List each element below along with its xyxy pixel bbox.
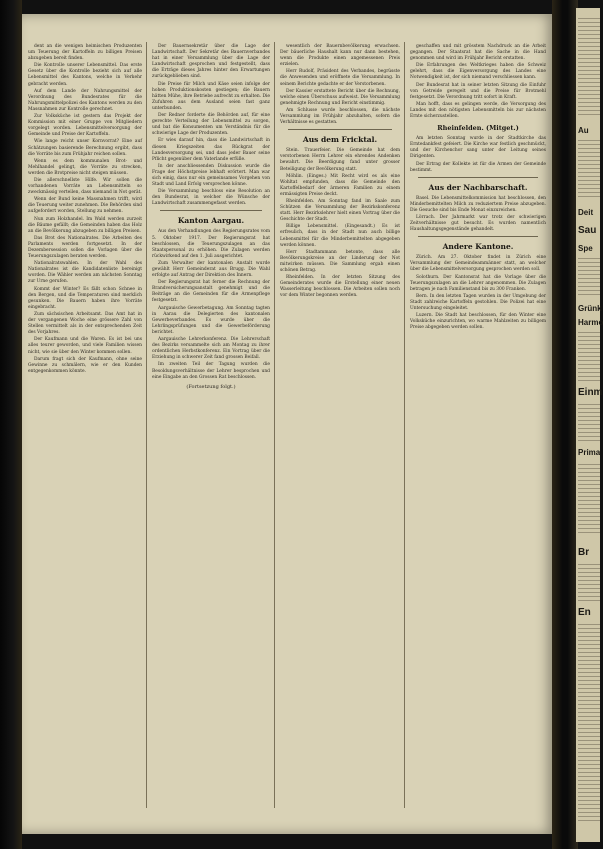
paragraph: Der Kaufmann und die Waren. Es ist bei uns alles teurer geworden, und viele Familien wissen nicht, wie sie über den Winter kommen sollen. [28, 337, 142, 355]
newspaper-page [22, 14, 554, 834]
ad-fragment: Sau [578, 225, 597, 236]
paragraph: Er wies darauf hin, dass die Landwirtschaft in diesen Kriegszeiten das Rückgrat der Landesversorgung sei, und dass jeder Bauer seine Pflicht gegenüber dem Vaterlande erfülle. [152, 138, 270, 162]
section-divider [160, 210, 262, 211]
paragraph: Im zweiten Teil der Tagung wurden die Besoldungsverhältnisse der Lehrer besprochen und eine Eingabe an den Grossen Rat beschlossen. [152, 362, 270, 380]
ad-fragment: Spe [578, 244, 593, 253]
paragraph: Am letzten Sonntag wurde in der Stadtkirche das Erntedankfest gefeiert. Die Kirche war festlich geschmückt, und der Kirchenchor sang unter der Leitung seines Dirigenten. [410, 136, 546, 160]
subheading: Rheinfelden. (Mitget.) [437, 124, 519, 133]
book-spine [552, 0, 578, 849]
paragraph: Solothurn. Der Kantonsrat hat die Vorlage über die Teuerungszulagen an die Lehrer angenommen. Die Zulagen betragen je nach Familienstand bis zu 300 Franken. [410, 274, 546, 292]
paragraph: geschaffen und mit grösstem Nachdruck an die Arbeit gegangen. Der Staatsrat hat die Sache in die Hand genommen und wird im Frühjahr Bericht erstatten. [410, 44, 546, 62]
paragraph: Möhlin. (Einges.) Mit Recht wird es als eine Wohltat empfunden, dass die Gemeinde den Kartoffelbedarf der ärmeren Familien zu einem ermässigten Preise deckt. [280, 173, 400, 197]
paragraph: Zur Volksküche ist gestern das Projekt der Kommission mit einer Gruppe von Mitgliedern vorgelegt worden. Lebensmittelversorgung der Gemeinde und Preise der Kartoffeln. [28, 114, 142, 138]
paragraph: Die Erfahrungen des Weltkrieges haben die Schweiz gelehrt, dass die Eigenversorgung des Landes eine Notwendigkeit ist, der sich niemand verschliessen kann. [410, 63, 546, 81]
section-divider [288, 129, 392, 130]
paragraph: Der Ertrag der Kollekte ist für die Armen der Gemeinde bestimmt. [410, 161, 546, 173]
paragraph: Darum fragt sich der Kaufmann, ohne seine Gewinne zu schmälern, wie er den Kunden entgegenkommen könnte. [28, 356, 142, 374]
text-lines [578, 564, 600, 604]
paragraph: Der Redner forderte die Behörden auf, für eine gerechte Verteilung der Lebensmittel zu sorgen, und bat die Konsumenten um Verständnis für die schwierige Lage der Produzenten. [152, 113, 270, 137]
paragraph: Das Brot des Nationalrates. Die Arbeiten des Parlaments werden fortgesetzt. In der Dezembersession sollen die Vorlagen über die Teuerungszulagen beraten werden. [28, 235, 142, 260]
text-lines [578, 18, 600, 118]
paragraph: Die Kontrolle unserer Lebensmittel. Das erste Gesetz über die Kontrolle bezieht sich auf alle Lebensmittel des Kantons, welche in Verkehr gebracht werden. [28, 63, 142, 87]
text-lines [578, 140, 600, 200]
ad-fragment: Einm [578, 387, 603, 398]
paragraph: Herr Rudolf, Präsident des Verbandes, begrüsste die Anwesenden und eröffnete die Versammlung. In seinem Berichte gedachte er der Verstorbenen. [280, 69, 400, 87]
ad-fragment: Prima [578, 448, 601, 457]
paragraph: Rheinfelden. Am Sonntag fand im Saale zum Schützen die Versammlung der Bezirkskonferenz statt. Herr Bezirkslehrer hielt einen Vortrag über die Geschichte der Stadt. [280, 198, 400, 223]
section-divider [418, 177, 538, 178]
paragraph: wesentlich der Bauernbevölkerung erwachsen. Der bäuerliche Haushalt kann nur dann bestehen, wenn die Produkte einen angemessenen Preis erzielen. [280, 44, 400, 68]
text-lines [578, 464, 600, 534]
paragraph: Bern. In den letzten Tagen wurden in der Umgebung der Stadt zahlreiche Kartoffeln gestohlen. Die Polizei hat eine Untersuchung eingeleitet. [410, 293, 546, 311]
paragraph: Zürich. Am 27. Oktober findet in Zürich eine Versammlung der Gemeindeammänner statt, an welcher über die Lebensmittelversorgung gesprochen werden soll. [410, 255, 546, 273]
column-1 [28, 44, 142, 804]
paragraph: Man hofft, dass es gelingen werde, die Versorgung des Landes mit den nötigsten Lebensmitteln bis zur nächsten Ernte sicherzustellen. [410, 101, 546, 120]
paragraph: Die Preise für Milch und Käse seien infolge der hohen Produktionskosten gestiegen; die Bauern hätten Mühe, ihre Betriebe aufrecht zu erhalten. Die Zufuhren aus dem Ausland seien fast ganz unterbunden. [152, 81, 270, 111]
ad-fragment: En [578, 607, 591, 618]
paragraph: Kommt der Winter? Es fällt schon Schnee in den Bergen, und die Temperaturen sind merklich gesunken. Die Bauern haben ihre Vorräte eingebracht. [28, 286, 142, 310]
paragraph: Wenn es dem kommunalen Brot- und Mehlhandel gelingt, die Vorräte zu strecken, werden die Brotpreise nicht steigen müssen. [28, 158, 142, 176]
ad-fragment: Grünk [578, 304, 602, 313]
text-lines [578, 404, 600, 444]
paragraph: Der Kassier erstattete Bericht über die Rechnung, welche einen Überschuss aufweist. Die Versammlung genehmigte Rechnung und Bericht einstimmig. [280, 88, 400, 106]
paragraph: Die Versammlung beschloss eine Resolution an den Bundesrat, in welcher die Wünsche der Landwirtschaft zusammengefasst werden. [152, 189, 270, 207]
paragraph: Wenn der Bund keine Massnahmen trifft, wird die Teuerung weiter zunehmen. Die Behörden sind aufgefordert worden, Stellung zu nehmen. [28, 197, 142, 215]
paragraph: Auf dem Lande der Nahrungsmittel der Verordnung des Bundesrates für die Nahrungsmittelpolizei des Kantons werden zu den Massnahmen zur Kontrolle gerechnet. [28, 88, 142, 112]
paragraph: Wie lange reicht unser Kornvorrat? Eine auf Schätzungen basierende Berechnung ergibt, dass die Vorräte bis zum Frühjahr reichen sollen. [28, 139, 142, 157]
text-lines [578, 258, 600, 298]
paragraph: Nun zum Holzhandel. Im Wald werden zurzeit die Bäume gefällt; die Gemeinden haben das Holz an die Bevölkerung abzugeben zu billigen Preisen. [28, 216, 142, 234]
paragraph: In der anschliessenden Diskussion wurde die Frage der Höchstpreise lebhaft erörtert. Man war sich einig, dass nur ein gemeinsames Vorgehen von Stadt und Land Erfolg versprechen könne. [152, 163, 270, 188]
paragraph: Aargauische Lehrerkonferenz. Die Lehrerschaft des Bezirks versammelte sich am Montag zu ihrer ordentlichen Herbstkonferenz. Ein Vortrag über die Erziehung in schwerer Zeit fand grossen Beifall. [152, 337, 270, 361]
paragraph: Zum sächsischen Arbeitsamt. Das Amt hat in der vergangenen Woche eine grössere Zahl von Stellen vermittelt als in der entsprechenden Zeit des Vorjahres. [28, 311, 142, 336]
paragraph: Zum Verwalter der kantonalen Anstalt wurde gewählt Herr Gemeinderat aus Brugg. Die Wahl erfolgte auf Antrag der Direktion des Innern. [152, 260, 270, 279]
column-rule [274, 42, 275, 808]
ad-fragment: Au [578, 126, 589, 135]
paragraph: Rheinfelden. In der letzten Sitzung des Gemeinderates wurde die Erstellung einer neuen Wasserleitung beschlossen. Die Arbeiten sollen noch vor dem Winter begonnen werden. [280, 275, 400, 299]
paragraph: Der Regierungsrat hat ferner die Rechnung der Brandversicherungsanstalt genehmigt und die Beiträge an die Gemeinden für die Armenpflege festgesetzt. [152, 280, 270, 304]
paragraph: Lörrach. Der Jahrmarkt war trotz der schwierigen Zeitverhältnisse gut besucht. Es wurden namentlich Haushaltungsgegenstände gehandelt. [410, 214, 546, 233]
text-lines [578, 624, 600, 824]
paragraph: Basel. Die Lebensmittelkommission hat beschlossen, den Minderbemittelten Milch zu reduziertem Preise abzugeben. Die Gesuche sind bis Ende Monat einzureichen. [410, 195, 546, 213]
column-3 [280, 44, 400, 804]
paragraph: Stein. Trauerfeier. Die Gemeinde hat dem verstorbenen Herrn Lehrer ein ehrendes Andenken bewahrt. Die Beerdigung fand unter grosser Beteiligung der Bevölkerung statt. [280, 148, 400, 172]
paragraph: Der Bauernsekretär über die Lage der Landwirtschaft. Der Sekretär des Bauernverbandes hat in einer Versammlung über die Lage der Landwirtschaft gesprochen und festgestellt, dass die Erträge dieses Jahres hinter den Erwartungen zurückgeblieben sind. [152, 44, 270, 80]
section-heading-nachbarschaft: Aus der Nachbarschaft. [428, 182, 528, 192]
ad-fragment: Deit [578, 208, 594, 217]
paragraph: Nationalratswahlen. In der Wahl des Nationalrates ist die Kandidatenliste bereinigt worden. Die Wähler werden am nächsten Sonntag zur Urne gerufen. [28, 261, 142, 285]
paragraph: Herr Stadtammann betonte, dass alle Bevölkerungskreise an der Linderung der Not mitwirken müssen. Die Sammlung ergab einen schönen Betrag. [280, 249, 400, 273]
paragraph: Der Bundesrat hat in seiner letzten Sitzung die Einfuhr von Getreide geregelt und die Preise für Brotmehl festgesetzt. Die Verordnung tritt sofort in Kraft. [410, 82, 546, 100]
section-heading-kanton-aargau: Kanton Aargau. [177, 216, 245, 226]
column-4 [410, 44, 546, 804]
paragraph: Am Schlusse wurde beschlossen, die nächste Versammlung im Frühjahr abzuhalten, sofern die Verhältnisse es gestatten. [280, 107, 400, 126]
adjacent-page-edge [576, 8, 603, 842]
section-heading-andere-kantone: Andere Kantone. [442, 242, 514, 252]
column-rule [404, 42, 405, 808]
section-heading-fricktal: Aus dem Fricktal. [302, 135, 378, 145]
paragraph: Luzern. Die Stadt hat beschlossen, für den Winter eine Volksküche einzurichten, wo warme Mahlzeiten zu billigem Preise abgegeben werden sollen. [410, 313, 546, 331]
continuation-note: (Fortsetzung folgt.) [186, 383, 236, 390]
column-2 [152, 44, 270, 804]
paragraph: Billige Lebensmittel. (Eingesandt.) Es ist erfreulich, dass in der Stadt nun auch billige Lebensmittel für die Minderbemittelten abgegeben werden können. [280, 224, 400, 248]
section-divider [418, 236, 538, 237]
paragraph: Die allerschnellste Hilfe. Wir sollen die vorhandenen Vorräte an Lebensmitteln so zweckmässig verteilen, dass niemand in Not gerät. [28, 177, 142, 196]
paragraph: Aus den Verhandlungen des Regierungsrates vom 5. Oktober 1917. Der Regierungsrat hat beschlossen, die Teuerungszulagen an das Staatspersonal zu erhöhen. Die Zulagen werden rückwirkend auf den 1. Juli ausgerichtet. [152, 229, 270, 259]
paragraph: Aargauische Gewerbetagung. Am Sonntag tagten in Aarau die Delegierten des kantonalen Gewerbeverbandes. Es wurde über die Lehrlingsprüfungen und die Gewerbeförderung berichtet. [152, 305, 270, 335]
paragraph: dent an die wenigen heimischen Produzenten um Teuerung der Kartoffeln zu billigen Preisen abzugeben bereit finden. [28, 44, 142, 62]
text-lines [578, 332, 600, 382]
book-left-edge [0, 0, 22, 849]
column-rule [146, 42, 147, 808]
ad-fragment: Harmo [578, 318, 603, 327]
ad-fragment: Br [578, 547, 590, 558]
